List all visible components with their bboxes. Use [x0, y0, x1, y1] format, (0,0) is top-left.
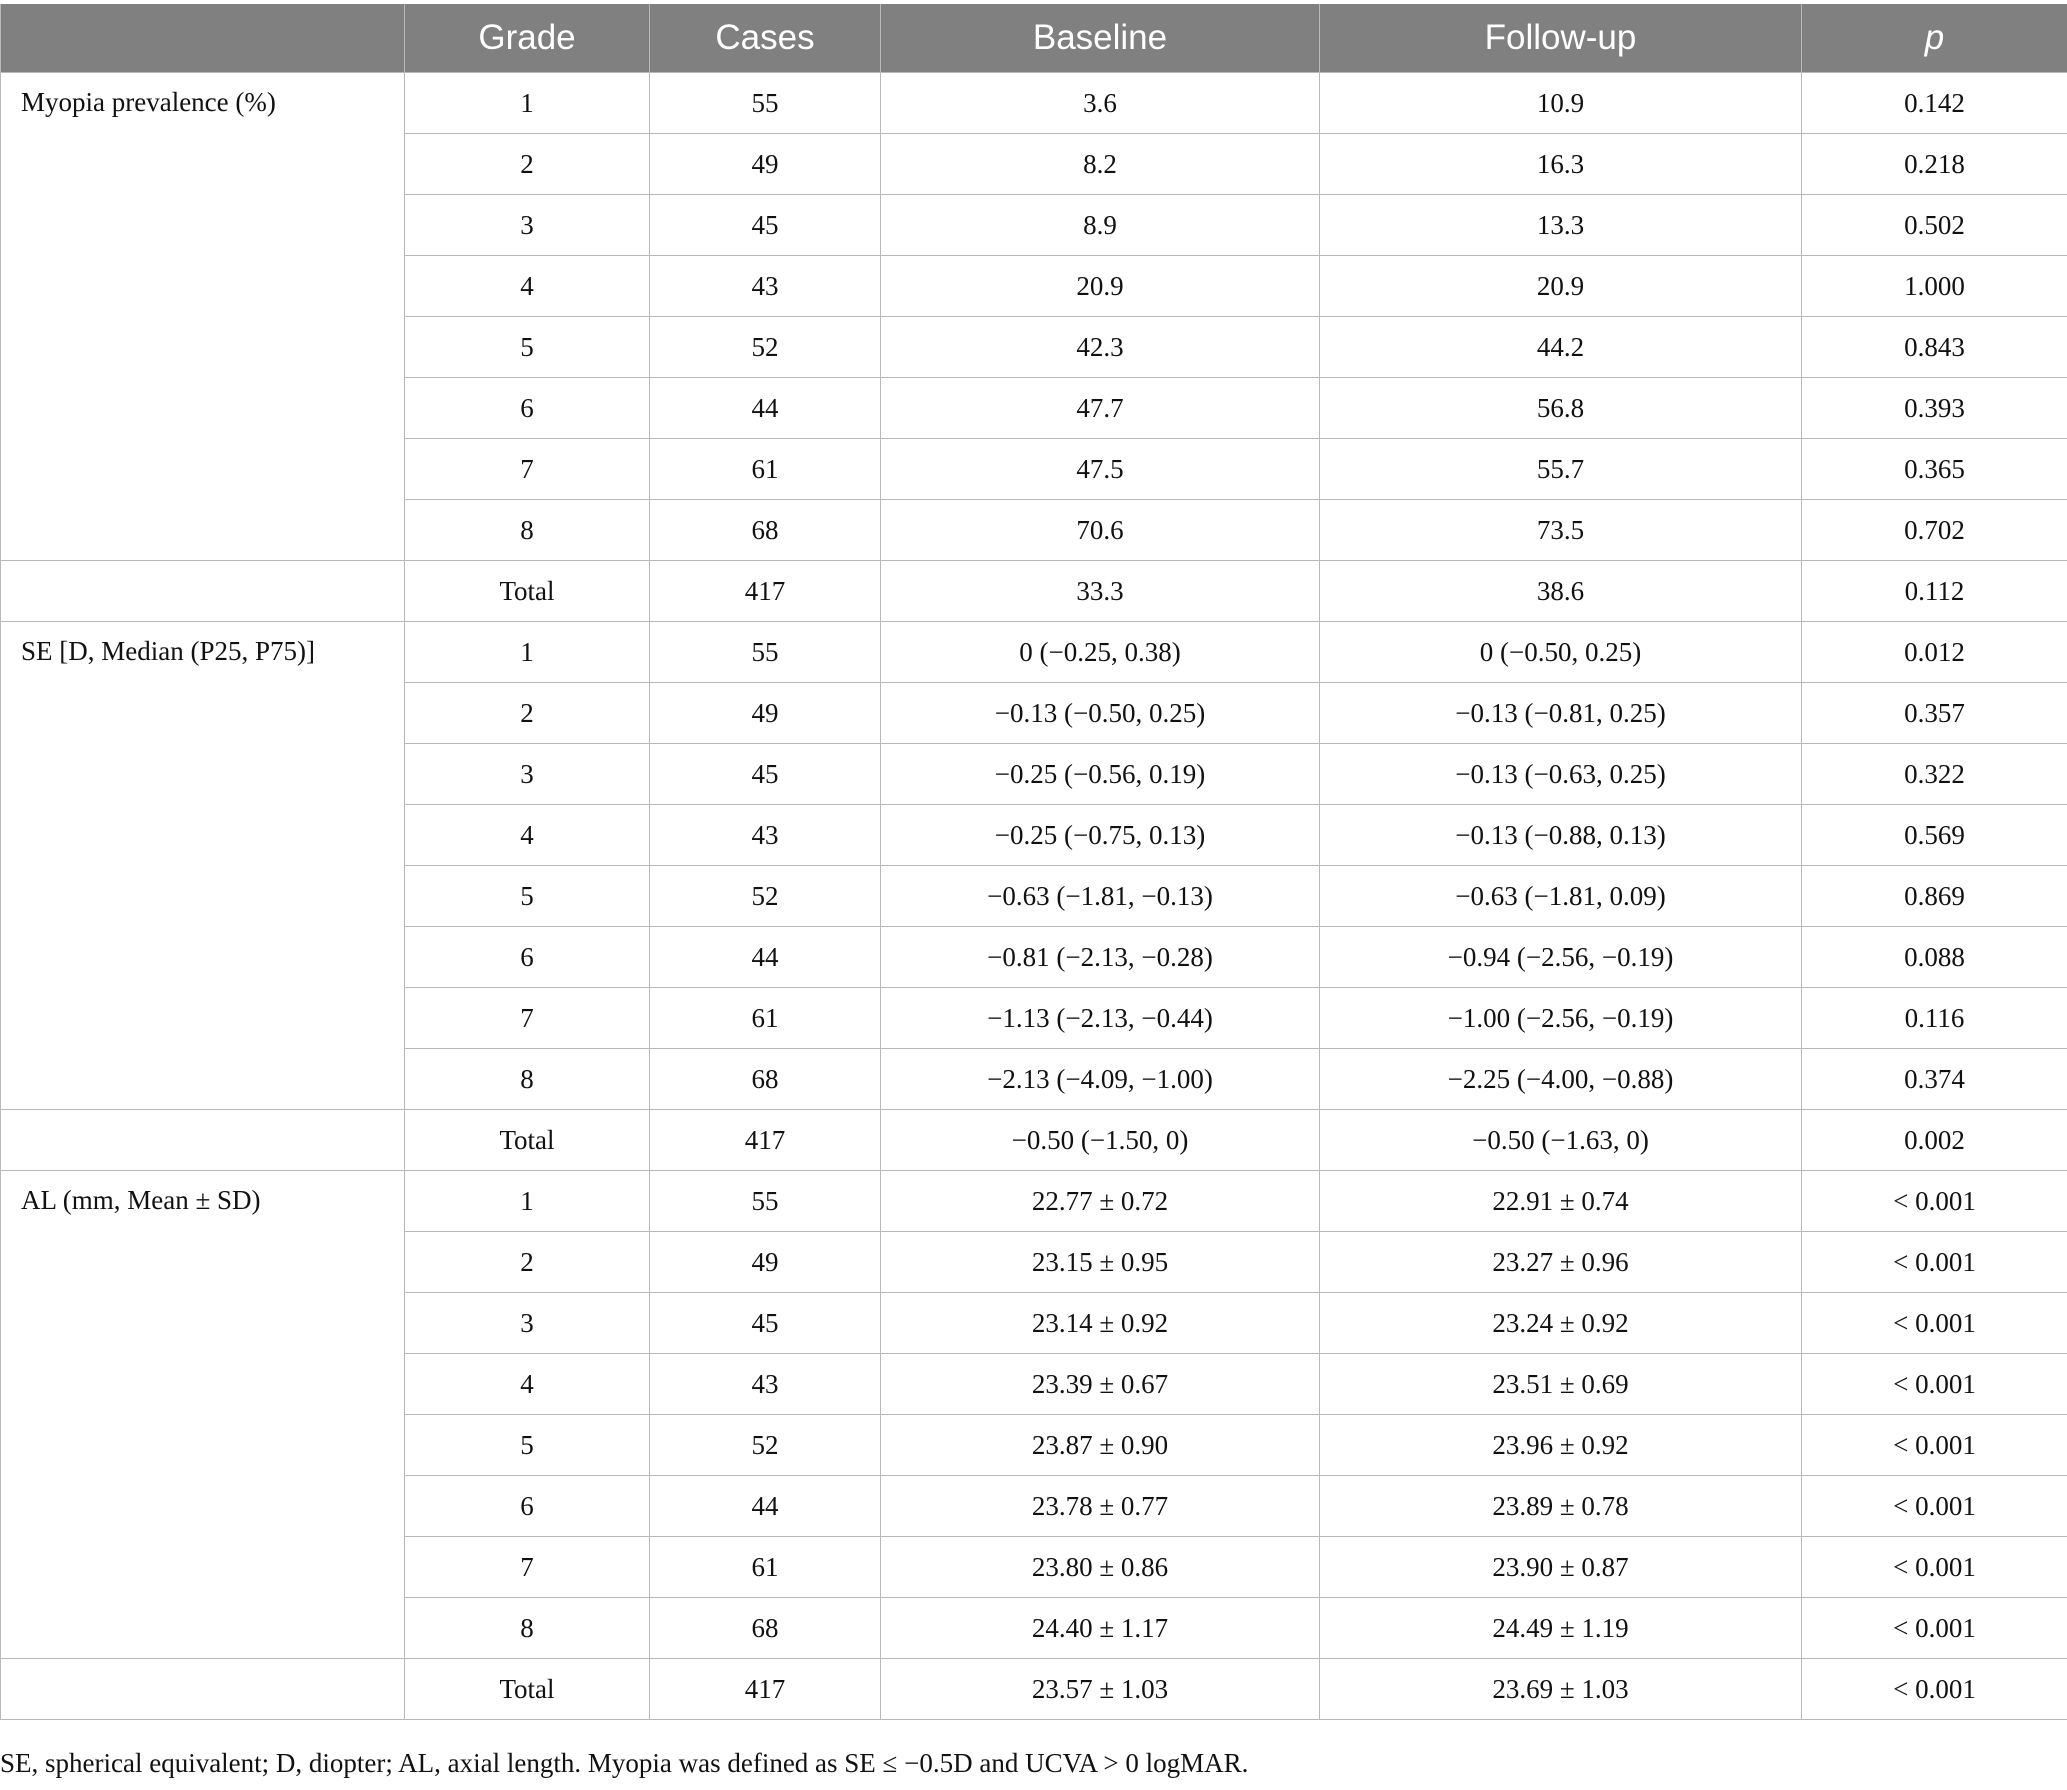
p-value-cell: 0.502	[1802, 195, 2067, 256]
p-value-cell: 0.357	[1802, 683, 2067, 744]
baseline-cell: −0.13 (−0.50, 0.25)	[881, 683, 1320, 744]
grade-cell: 7	[405, 439, 650, 500]
p-value-cell: 0.112	[1802, 561, 2067, 622]
baseline-cell: 22.77 ± 0.72	[881, 1171, 1320, 1232]
grade-cell: 6	[405, 1476, 650, 1537]
p-value-cell: 0.569	[1802, 805, 2067, 866]
follow-up-cell: 0 (−0.50, 0.25)	[1320, 622, 1802, 683]
cases-cell: 61	[650, 1537, 881, 1598]
cases-cell: 68	[650, 1049, 881, 1110]
cases-cell: 49	[650, 134, 881, 195]
cases-cell: 44	[650, 378, 881, 439]
p-value-cell: < 0.001	[1802, 1659, 2067, 1720]
follow-up-cell: 23.27 ± 0.96	[1320, 1232, 1802, 1293]
cases-cell: 417	[650, 1110, 881, 1171]
baseline-cell: 20.9	[881, 256, 1320, 317]
follow-up-cell: 23.51 ± 0.69	[1320, 1354, 1802, 1415]
total-row	[1, 1659, 2067, 1720]
p-value-cell: < 0.001	[1802, 1415, 2067, 1476]
grade-cell: 8	[405, 1598, 650, 1659]
cases-cell: 49	[650, 1232, 881, 1293]
follow-up-cell: −0.13 (−0.88, 0.13)	[1320, 805, 1802, 866]
total-row	[1, 1110, 2067, 1171]
follow-up-cell: 23.89 ± 0.78	[1320, 1476, 1802, 1537]
follow-up-cell: 23.90 ± 0.87	[1320, 1537, 1802, 1598]
grade-cell: 7	[405, 1537, 650, 1598]
grade-cell: 4	[405, 1354, 650, 1415]
follow-up-cell: 16.3	[1320, 134, 1802, 195]
cases-cell: 55	[650, 622, 881, 683]
baseline-cell: 23.57 ± 1.03	[881, 1659, 1320, 1720]
cases-cell: 45	[650, 744, 881, 805]
header-row	[1, 4, 2067, 73]
follow-up-cell: 55.7	[1320, 439, 1802, 500]
p-value-cell: 0.365	[1802, 439, 2067, 500]
total-label-cell: Total	[405, 561, 650, 622]
empty-category-cell	[1, 561, 405, 622]
cases-cell: 49	[650, 683, 881, 744]
cases-cell: 55	[650, 73, 881, 134]
p-value-cell: 0.322	[1802, 744, 2067, 805]
p-value-cell: 0.702	[1802, 500, 2067, 561]
baseline-cell: −0.25 (−0.75, 0.13)	[881, 805, 1320, 866]
follow-up-cell: 44.2	[1320, 317, 1802, 378]
cases-cell: 52	[650, 866, 881, 927]
grade-cell: 1	[405, 622, 650, 683]
baseline-cell: 23.80 ± 0.86	[881, 1537, 1320, 1598]
table-row	[1, 1171, 2067, 1232]
follow-up-cell: −0.94 (−2.56, −0.19)	[1320, 927, 1802, 988]
grade-cell: 1	[405, 1171, 650, 1232]
p-value-cell: < 0.001	[1802, 1598, 2067, 1659]
grade-cell: 2	[405, 683, 650, 744]
cases-cell: 68	[650, 500, 881, 561]
table-footnote: SE, spherical equivalent; D, diopter; AL, axial length. Myopia was defined as SE ≤ −0.5D and UCVA > 0 logMAR.	[0, 1748, 1249, 1778]
p-value-cell: 0.393	[1802, 378, 2067, 439]
baseline-cell: 47.7	[881, 378, 1320, 439]
p-value-cell: < 0.001	[1802, 1476, 2067, 1537]
cases-cell: 44	[650, 927, 881, 988]
results-table	[0, 4, 2067, 1720]
header-category	[1, 4, 405, 73]
cases-cell: 417	[650, 561, 881, 622]
grade-cell: 3	[405, 195, 650, 256]
p-value-cell: 1.000	[1802, 256, 2067, 317]
follow-up-cell: 24.49 ± 1.19	[1320, 1598, 1802, 1659]
baseline-cell: 47.5	[881, 439, 1320, 500]
grade-cell: 5	[405, 1415, 650, 1476]
grade-cell: 5	[405, 317, 650, 378]
baseline-cell: 23.78 ± 0.77	[881, 1476, 1320, 1537]
grade-cell: 2	[405, 1232, 650, 1293]
cases-cell: 61	[650, 439, 881, 500]
baseline-cell: 24.40 ± 1.17	[881, 1598, 1320, 1659]
p-value-cell: < 0.001	[1802, 1171, 2067, 1232]
baseline-cell: −2.13 (−4.09, −1.00)	[881, 1049, 1320, 1110]
p-value-cell: 0.869	[1802, 866, 2067, 927]
grade-cell: 2	[405, 134, 650, 195]
grade-cell: 6	[405, 927, 650, 988]
follow-up-cell: −0.13 (−0.81, 0.25)	[1320, 683, 1802, 744]
cases-cell: 61	[650, 988, 881, 1049]
cases-cell: 45	[650, 195, 881, 256]
grade-cell: 8	[405, 500, 650, 561]
total-label-cell: Total	[405, 1110, 650, 1171]
header-cases: Cases	[650, 4, 881, 73]
follow-up-cell: 23.69 ± 1.03	[1320, 1659, 1802, 1720]
grade-cell: 1	[405, 73, 650, 134]
grade-cell: 3	[405, 1293, 650, 1354]
grade-cell: 8	[405, 1049, 650, 1110]
follow-up-cell: 38.6	[1320, 561, 1802, 622]
p-value-cell: 0.218	[1802, 134, 2067, 195]
follow-up-cell: 22.91 ± 0.74	[1320, 1171, 1802, 1232]
total-label-cell: Total	[405, 1659, 650, 1720]
baseline-cell: 8.9	[881, 195, 1320, 256]
header-follow-up: Follow-up	[1320, 4, 1802, 73]
baseline-cell: −0.81 (−2.13, −0.28)	[881, 927, 1320, 988]
empty-category-cell	[1, 1110, 405, 1171]
header-p-value: p	[1802, 4, 2067, 73]
baseline-cell: 8.2	[881, 134, 1320, 195]
p-value-cell: 0.012	[1802, 622, 2067, 683]
cases-cell: 52	[650, 317, 881, 378]
baseline-cell: 23.39 ± 0.67	[881, 1354, 1320, 1415]
cases-cell: 45	[650, 1293, 881, 1354]
p-value-cell: 0.088	[1802, 927, 2067, 988]
empty-category-cell	[1, 1659, 405, 1720]
grade-cell: 5	[405, 866, 650, 927]
follow-up-cell: 20.9	[1320, 256, 1802, 317]
p-value-cell: < 0.001	[1802, 1293, 2067, 1354]
header-grade: Grade	[405, 4, 650, 73]
p-value-cell: 0.142	[1802, 73, 2067, 134]
follow-up-cell: 56.8	[1320, 378, 1802, 439]
follow-up-cell: −0.13 (−0.63, 0.25)	[1320, 744, 1802, 805]
follow-up-cell: −0.63 (−1.81, 0.09)	[1320, 866, 1802, 927]
grade-cell: 4	[405, 805, 650, 866]
follow-up-cell: 10.9	[1320, 73, 1802, 134]
follow-up-cell: 73.5	[1320, 500, 1802, 561]
baseline-cell: 33.3	[881, 561, 1320, 622]
cases-cell: 44	[650, 1476, 881, 1537]
p-value-cell: 0.116	[1802, 988, 2067, 1049]
baseline-cell: 23.15 ± 0.95	[881, 1232, 1320, 1293]
table-row	[1, 73, 2067, 134]
baseline-cell: 70.6	[881, 500, 1320, 561]
table-row	[1, 622, 2067, 683]
grade-cell: 6	[405, 378, 650, 439]
p-value-cell: 0.002	[1802, 1110, 2067, 1171]
baseline-cell: 3.6	[881, 73, 1320, 134]
section-label: AL (mm, Mean ± SD)	[1, 1171, 405, 1659]
baseline-cell: 23.14 ± 0.92	[881, 1293, 1320, 1354]
p-value-cell: < 0.001	[1802, 1537, 2067, 1598]
total-row	[1, 561, 2067, 622]
cases-cell: 43	[650, 256, 881, 317]
cases-cell: 55	[650, 1171, 881, 1232]
grade-cell: 7	[405, 988, 650, 1049]
follow-up-cell: 23.24 ± 0.92	[1320, 1293, 1802, 1354]
section-label: SE [D, Median (P25, P75)]	[1, 622, 405, 1110]
baseline-cell: −0.63 (−1.81, −0.13)	[881, 866, 1320, 927]
baseline-cell: 23.87 ± 0.90	[881, 1415, 1320, 1476]
follow-up-cell: 23.96 ± 0.92	[1320, 1415, 1802, 1476]
cases-cell: 52	[650, 1415, 881, 1476]
baseline-cell: −1.13 (−2.13, −0.44)	[881, 988, 1320, 1049]
follow-up-cell: −0.50 (−1.63, 0)	[1320, 1110, 1802, 1171]
grade-cell: 3	[405, 744, 650, 805]
baseline-cell: 42.3	[881, 317, 1320, 378]
baseline-cell: −0.25 (−0.56, 0.19)	[881, 744, 1320, 805]
follow-up-cell: −2.25 (−4.00, −0.88)	[1320, 1049, 1802, 1110]
grade-cell: 4	[405, 256, 650, 317]
follow-up-cell: −1.00 (−2.56, −0.19)	[1320, 988, 1802, 1049]
p-value-cell: 0.374	[1802, 1049, 2067, 1110]
p-value-cell: < 0.001	[1802, 1354, 2067, 1415]
header-baseline: Baseline	[881, 4, 1320, 73]
cases-cell: 43	[650, 805, 881, 866]
p-value-cell: < 0.001	[1802, 1232, 2067, 1293]
cases-cell: 43	[650, 1354, 881, 1415]
cases-cell: 68	[650, 1598, 881, 1659]
baseline-cell: −0.50 (−1.50, 0)	[881, 1110, 1320, 1171]
baseline-cell: 0 (−0.25, 0.38)	[881, 622, 1320, 683]
table-body	[1, 73, 2067, 1720]
cases-cell: 417	[650, 1659, 881, 1720]
section-label: Myopia prevalence (%)	[1, 73, 405, 561]
follow-up-cell: 13.3	[1320, 195, 1802, 256]
p-value-cell: 0.843	[1802, 317, 2067, 378]
